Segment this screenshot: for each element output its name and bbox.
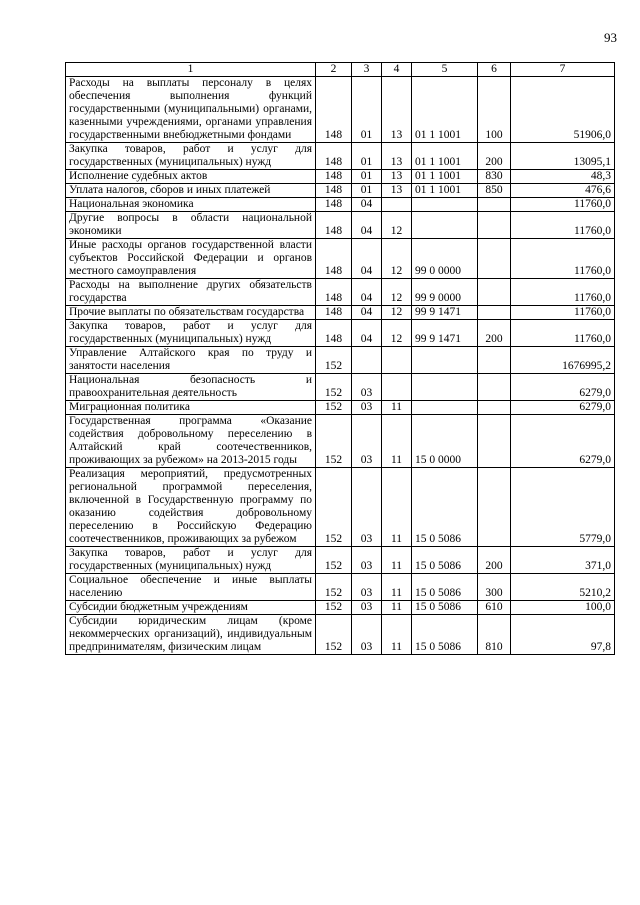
section-cell: 03 bbox=[352, 374, 382, 401]
subsection-cell: 12 bbox=[382, 279, 412, 306]
row-name-cell: Закупка товаров, работ и услуг для государственных (муниципальных) нужд bbox=[66, 320, 316, 347]
expense-type-cell: 200 bbox=[478, 320, 511, 347]
expense-type-cell bbox=[478, 239, 511, 279]
subsection-cell: 11 bbox=[382, 601, 412, 615]
row-name-cell: Другие вопросы в области национальной экономики bbox=[66, 212, 316, 239]
amount-cell: 5779,0 bbox=[511, 468, 615, 547]
row-name-cell: Расходы на выплаты персоналу в целях обеспечения выполнения функций государственными (муниципальными) органами, казенными учреждениями, органами управления государственными внебюджетными фондами bbox=[66, 77, 316, 143]
table-row bbox=[66, 574, 615, 601]
section-cell: 01 bbox=[352, 170, 382, 184]
table-row bbox=[66, 170, 615, 184]
expense-type-cell bbox=[478, 306, 511, 320]
admin-code-cell: 152 bbox=[316, 401, 352, 415]
target-article-cell bbox=[412, 374, 478, 401]
section-cell: 01 bbox=[352, 143, 382, 170]
table-row bbox=[66, 306, 615, 320]
subsection-cell: 11 bbox=[382, 415, 412, 468]
admin-code-cell: 148 bbox=[316, 198, 352, 212]
table-row bbox=[66, 77, 615, 143]
admin-code-cell: 148 bbox=[316, 279, 352, 306]
target-article-cell: 15 0 5086 bbox=[412, 615, 478, 655]
subsection-cell: 13 bbox=[382, 170, 412, 184]
target-article-cell: 01 1 1001 bbox=[412, 77, 478, 143]
table-row bbox=[66, 374, 615, 401]
subsection-cell: 11 bbox=[382, 547, 412, 574]
amount-cell: 11760,0 bbox=[511, 239, 615, 279]
subsection-cell: 12 bbox=[382, 239, 412, 279]
table-row bbox=[66, 212, 615, 239]
table-row bbox=[66, 415, 615, 468]
row-name-cell: Миграционная политика bbox=[66, 401, 316, 415]
section-cell: 01 bbox=[352, 184, 382, 198]
amount-cell: 371,0 bbox=[511, 547, 615, 574]
target-article-cell: 15 0 5086 bbox=[412, 574, 478, 601]
column-header: 5 bbox=[412, 63, 478, 77]
admin-code-cell: 148 bbox=[316, 320, 352, 347]
target-article-cell: 15 0 5086 bbox=[412, 547, 478, 574]
section-cell: 04 bbox=[352, 320, 382, 347]
row-name-cell: Национальная экономика bbox=[66, 198, 316, 212]
target-article-cell: 99 0 0000 bbox=[412, 239, 478, 279]
admin-code-cell: 148 bbox=[316, 77, 352, 143]
expense-type-cell: 200 bbox=[478, 547, 511, 574]
amount-cell: 6279,0 bbox=[511, 415, 615, 468]
table-row bbox=[66, 198, 615, 212]
row-name-cell: Реализация мероприятий, предусмотренных региональной программой переселения, включенной в Государственную программу по оказанию содействия добровольному переселению в Российскую Федерацию соотечественников, проживающих за рубежом bbox=[66, 468, 316, 547]
row-name-cell: Расходы на выполнение других обязательств государства bbox=[66, 279, 316, 306]
table-header-row bbox=[66, 63, 615, 77]
amount-cell: 100,0 bbox=[511, 601, 615, 615]
target-article-cell: 01 1 1001 bbox=[412, 184, 478, 198]
subsection-cell: 11 bbox=[382, 574, 412, 601]
admin-code-cell: 148 bbox=[316, 239, 352, 279]
expense-type-cell bbox=[478, 212, 511, 239]
amount-cell: 6279,0 bbox=[511, 401, 615, 415]
table-row bbox=[66, 615, 615, 655]
amount-cell: 11760,0 bbox=[511, 198, 615, 212]
amount-cell: 1676995,2 bbox=[511, 347, 615, 374]
subsection-cell: 11 bbox=[382, 615, 412, 655]
expense-type-cell bbox=[478, 415, 511, 468]
table-row bbox=[66, 401, 615, 415]
row-name-cell: Субсидии бюджетным учреждениям bbox=[66, 601, 316, 615]
target-article-cell: 15 0 0000 bbox=[412, 415, 478, 468]
section-cell: 04 bbox=[352, 198, 382, 212]
section-cell: 04 bbox=[352, 306, 382, 320]
table-row bbox=[66, 239, 615, 279]
expense-type-cell: 850 bbox=[478, 184, 511, 198]
subsection-cell: 13 bbox=[382, 77, 412, 143]
section-cell: 04 bbox=[352, 212, 382, 239]
subsection-cell: 13 bbox=[382, 184, 412, 198]
section-cell: 03 bbox=[352, 601, 382, 615]
row-name-cell: Закупка товаров, работ и услуг для государственных (муниципальных) нужд bbox=[66, 547, 316, 574]
subsection-cell: 12 bbox=[382, 320, 412, 347]
admin-code-cell: 148 bbox=[316, 170, 352, 184]
amount-cell: 5210,2 bbox=[511, 574, 615, 601]
table-row bbox=[66, 547, 615, 574]
admin-code-cell: 148 bbox=[316, 184, 352, 198]
table-row bbox=[66, 320, 615, 347]
admin-code-cell: 152 bbox=[316, 347, 352, 374]
expense-type-cell bbox=[478, 401, 511, 415]
amount-cell: 13095,1 bbox=[511, 143, 615, 170]
amount-cell: 11760,0 bbox=[511, 279, 615, 306]
expense-type-cell: 100 bbox=[478, 77, 511, 143]
column-header: 2 bbox=[316, 63, 352, 77]
target-article-cell: 15 0 5086 bbox=[412, 468, 478, 547]
expense-type-cell: 300 bbox=[478, 574, 511, 601]
subsection-cell bbox=[382, 347, 412, 374]
section-cell: 03 bbox=[352, 615, 382, 655]
amount-cell: 51906,0 bbox=[511, 77, 615, 143]
section-cell: 03 bbox=[352, 574, 382, 601]
table-row bbox=[66, 347, 615, 374]
amount-cell: 48,3 bbox=[511, 170, 615, 184]
expense-type-cell bbox=[478, 468, 511, 547]
target-article-cell bbox=[412, 401, 478, 415]
column-header: 6 bbox=[478, 63, 511, 77]
amount-cell: 97,8 bbox=[511, 615, 615, 655]
table-row bbox=[66, 279, 615, 306]
target-article-cell bbox=[412, 212, 478, 239]
subsection-cell bbox=[382, 198, 412, 212]
amount-cell: 6279,0 bbox=[511, 374, 615, 401]
table-row bbox=[66, 184, 615, 198]
target-article-cell: 99 9 1471 bbox=[412, 320, 478, 347]
section-cell: 03 bbox=[352, 401, 382, 415]
column-header: 4 bbox=[382, 63, 412, 77]
row-name-cell: Иные расходы органов государственной власти субъектов Российской Федерации и органов местного самоуправления bbox=[66, 239, 316, 279]
budget-table bbox=[65, 62, 615, 655]
admin-code-cell: 148 bbox=[316, 143, 352, 170]
table-row bbox=[66, 601, 615, 615]
subsection-cell: 12 bbox=[382, 212, 412, 239]
page-number: 93 bbox=[604, 30, 617, 45]
section-cell: 04 bbox=[352, 239, 382, 279]
expense-type-cell bbox=[478, 198, 511, 212]
target-article-cell bbox=[412, 198, 478, 212]
expense-type-cell bbox=[478, 347, 511, 374]
amount-cell: 11760,0 bbox=[511, 320, 615, 347]
admin-code-cell: 148 bbox=[316, 212, 352, 239]
target-article-cell: 15 0 5086 bbox=[412, 601, 478, 615]
amount-cell: 11760,0 bbox=[511, 212, 615, 239]
expense-type-cell bbox=[478, 279, 511, 306]
expense-type-cell bbox=[478, 374, 511, 401]
target-article-cell: 01 1 1001 bbox=[412, 143, 478, 170]
subsection-cell bbox=[382, 374, 412, 401]
target-article-cell: 01 1 1001 bbox=[412, 170, 478, 184]
row-name-cell: Уплата налогов, сборов и иных платежей bbox=[66, 184, 316, 198]
row-name-cell: Закупка товаров, работ и услуг для государственных (муниципальных) нужд bbox=[66, 143, 316, 170]
amount-cell: 11760,0 bbox=[511, 306, 615, 320]
expense-type-cell: 200 bbox=[478, 143, 511, 170]
row-name-cell: Социальное обеспечение и иные выплаты населению bbox=[66, 574, 316, 601]
row-name-cell: Прочие выплаты по обязательствам государства bbox=[66, 306, 316, 320]
table-row bbox=[66, 468, 615, 547]
section-cell: 03 bbox=[352, 415, 382, 468]
column-header: 1 bbox=[66, 63, 316, 77]
section-cell bbox=[352, 347, 382, 374]
section-cell: 04 bbox=[352, 279, 382, 306]
subsection-cell: 13 bbox=[382, 143, 412, 170]
row-name-cell: Национальная безопасность и правоохранительная деятельность bbox=[66, 374, 316, 401]
column-header: 3 bbox=[352, 63, 382, 77]
section-cell: 01 bbox=[352, 77, 382, 143]
row-name-cell: Субсидии юридическим лицам (кроме некоммерческих организаций), индивидуальным предпринимателям, физическим лицам bbox=[66, 615, 316, 655]
expense-type-cell: 610 bbox=[478, 601, 511, 615]
admin-code-cell: 152 bbox=[316, 615, 352, 655]
section-cell: 03 bbox=[352, 547, 382, 574]
admin-code-cell: 152 bbox=[316, 415, 352, 468]
expense-type-cell: 830 bbox=[478, 170, 511, 184]
row-name-cell: Управление Алтайского края по труду и занятости населения bbox=[66, 347, 316, 374]
target-article-cell: 99 9 0000 bbox=[412, 279, 478, 306]
target-article-cell: 99 9 1471 bbox=[412, 306, 478, 320]
amount-cell: 476,6 bbox=[511, 184, 615, 198]
expense-type-cell: 810 bbox=[478, 615, 511, 655]
admin-code-cell: 152 bbox=[316, 574, 352, 601]
section-cell: 03 bbox=[352, 468, 382, 547]
subsection-cell: 11 bbox=[382, 468, 412, 547]
admin-code-cell: 152 bbox=[316, 468, 352, 547]
column-header: 7 bbox=[511, 63, 615, 77]
admin-code-cell: 152 bbox=[316, 374, 352, 401]
subsection-cell: 12 bbox=[382, 306, 412, 320]
admin-code-cell: 148 bbox=[316, 306, 352, 320]
subsection-cell: 11 bbox=[382, 401, 412, 415]
admin-code-cell: 152 bbox=[316, 601, 352, 615]
table-row bbox=[66, 143, 615, 170]
admin-code-cell: 152 bbox=[316, 547, 352, 574]
target-article-cell bbox=[412, 347, 478, 374]
row-name-cell: Государственная программа «Оказание содействия добровольному переселению в Алтайский край соотечественников, проживающих за рубежом» на 2013-2015 годы bbox=[66, 415, 316, 468]
row-name-cell: Исполнение судебных актов bbox=[66, 170, 316, 184]
table-body bbox=[66, 77, 615, 655]
